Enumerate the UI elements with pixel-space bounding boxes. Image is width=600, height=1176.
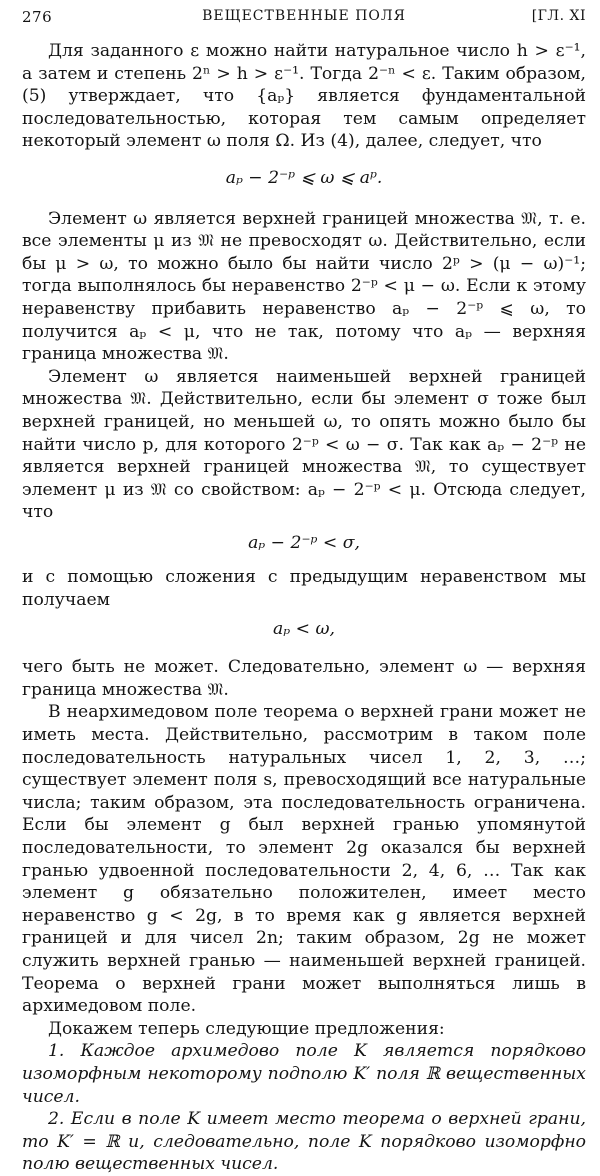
proposition-1: 1. Каждое архимедово поле K является порядково изоморфным некоторому подполю K′ поля ℝ вещественных чисел. [22,1041,586,1107]
proposition-2: 2. Если в поле K имеет место теорема о верхней грани, то K′ = ℝ и, следовательно, поле K порядково изоморфно полю вещественных чисел. [22,1109,586,1175]
formula-2: aₚ − 2⁻ᵖ < σ, [248,532,360,553]
paragraph-7: Докажем теперь следующие предложения: [48,1018,445,1039]
page-number: 276 [22,8,53,26]
paragraph-3: Элемент ω является наименьшей верхней границей множества 𝔐. Действительно, если бы элемент σ тоже был верхней границей, но меньшей ω, то опять можно было бы найти число p, для которого 2⁻ᵖ < ω − σ. Так как aₚ − 2⁻ᵖ не является верхней границей множества 𝔐, то существует элемент μ из 𝔐 со свойством: aₚ − 2⁻ᵖ < μ. Отсюда следует, что [22,366,586,523]
formula-3: aₚ < ω, [273,618,335,639]
page-body [22,40,586,1176]
formula-1: aₚ − 2⁻ᵖ ⩽ ω ⩽ aᵖ. [225,167,383,188]
chapter-label: [ГЛ. XI [531,8,586,24]
page-header [22,8,586,30]
paragraph-4: и с помощью сложения с предыдущим неравенством мы получаем [22,567,586,611]
paragraph-2: Элемент ω является верхней границей множества 𝔐, т. е. все элементы μ из 𝔐 не превосходят ω. Действительно, если бы μ > ω, то можно было бы найти число 2ᵖ > (μ − ω)⁻¹; тогда выполнялось бы неравенство 2⁻ᵖ < μ − ω. Если к этому неравенству прибавить неравенство aₚ − 2⁻ᵖ ⩽ ω, то получится aₚ < μ, что не так, потому что aₚ — верхняя граница множества 𝔐. [22,208,586,365]
paragraph-5: чего быть не может. Следовательно, элемент ω — верхняя граница множества 𝔐. [22,657,586,700]
paragraph-6: В неархимедовом поле теорема о верхней грани может не иметь места. Действительно, рассмотрим в таком поле последовательность натуральных чисел 1, 2, 3, …; существует элемент поля s, превосходящий все натуральные числа; таким образом, эта последовательность ограничена. Если бы элемент g был верхней гранью упомянутой последовательности, то элемент 2g оказался бы верхней гранью удвоенной последовательности 2, 4, 6, … Так как элемент g обязательно положителен, имеет место неравенство g < 2g, в то время как g является верхней границей и для чисел 2n; таким образом, 2g не может служить верхней гранью — наименьшей верхней границей. Теорема о верхней грани может выполняться лишь в архимедовом поле. [22,702,586,1017]
paragraph-1: Для заданного ε можно найти натуральное число h > ε⁻¹, а затем и степень 2ⁿ > h > ε⁻¹. Тогда 2⁻ⁿ < ε. Таким образом, (5) утверждает, что {aₚ} является фундаментальной последовательностью, которая тем самым определяет некоторый элемент ω поля Ω. Из (4), далее, следует, что [22,41,586,152]
running-title: ВЕЩЕСТВЕННЫЕ ПОЛЯ [202,8,406,24]
